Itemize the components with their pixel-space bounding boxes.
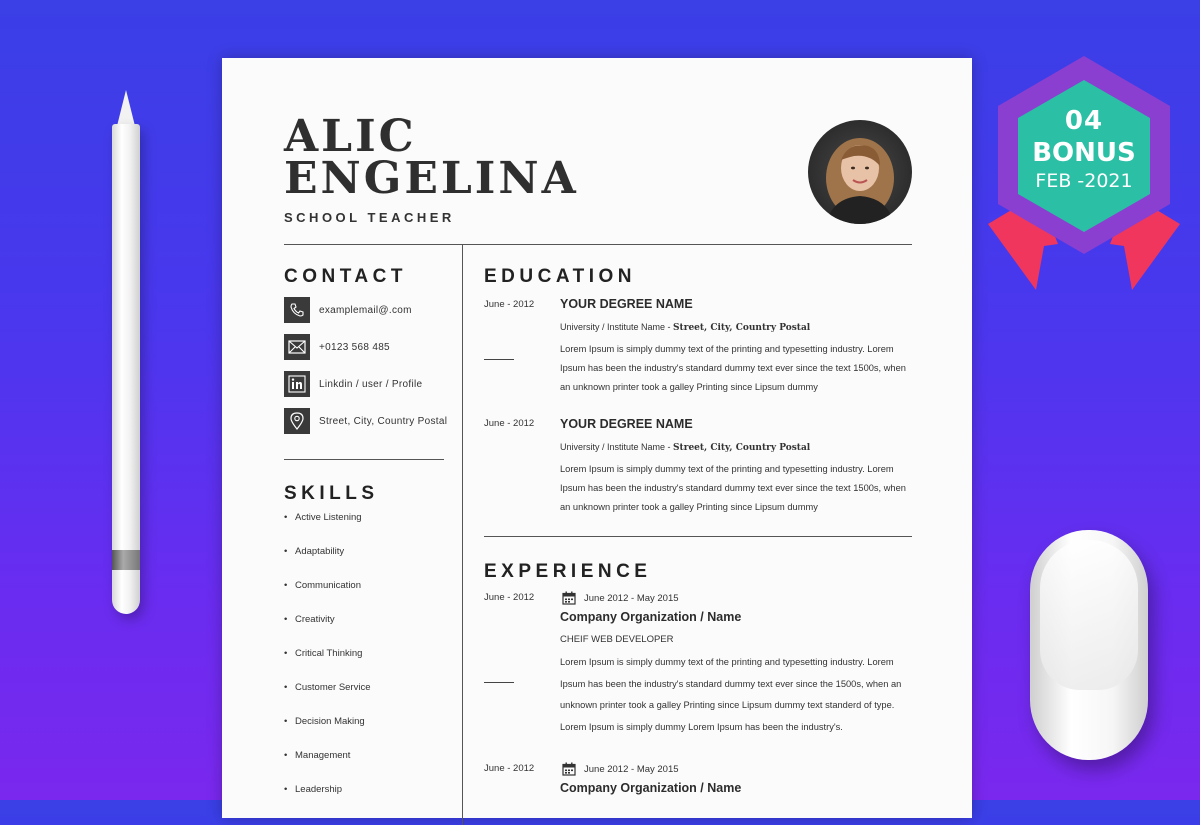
last-name: ENGELINA <box>284 153 579 204</box>
experience-period: June 2012 - May 2015 <box>562 591 679 605</box>
skill-item: • Adaptability <box>284 546 345 557</box>
experience-heading: EXPERIENCE <box>484 561 652 582</box>
job-title: SCHOOL TEACHER <box>284 210 455 225</box>
pencil-body <box>112 124 140 614</box>
phone-icon <box>284 297 310 323</box>
contact-divider <box>284 459 444 460</box>
company-name: Company Organization / Name <box>560 610 742 624</box>
education-divider <box>484 536 912 537</box>
resume-name <box>284 111 579 204</box>
experience-period: June 2012 - May 2015 <box>562 762 679 776</box>
calendar-icon <box>562 762 576 776</box>
resume-page <box>222 58 972 818</box>
skill-item: • Critical Thinking <box>284 648 363 659</box>
date-dash <box>484 359 514 360</box>
badge-number: 04 <box>1064 106 1104 136</box>
skill-item: • Active Listening <box>284 512 362 523</box>
degree-name: YOUR DEGREE NAME <box>560 297 693 311</box>
skill-item: • Decision Making <box>284 716 365 727</box>
date-dash <box>484 682 514 683</box>
skill-item: • Communication <box>284 580 361 591</box>
skill-item: • Leadership <box>284 784 343 795</box>
computer-mouse <box>1030 530 1148 760</box>
experience-description: Lorem Ipsum is simply dummy text of the printing and typesetting industry. Lorem Ipsum has been the industry's standard dummy text ever since the 1500s, when an unknown printer took a galley Printing since Lipsum dummy text standerd of type. Lorem Ipsum is simply dummy Lorem Ipsum has been the industry's. <box>560 657 902 732</box>
education-heading: EDUCATION <box>484 266 637 287</box>
badge-date: FEB -2021 <box>1035 170 1133 192</box>
education-date: June - 2012 <box>484 418 535 429</box>
mouse-gloss <box>1040 540 1138 690</box>
first-name: ALIC <box>284 111 417 162</box>
header-divider <box>284 244 912 245</box>
contact-item-address <box>284 408 447 434</box>
calendar-icon <box>562 591 576 605</box>
education-date: June - 2012 <box>484 299 535 310</box>
contact-text: examplemail@.com <box>319 304 412 316</box>
contact-item-phone <box>284 334 390 360</box>
education-description: Lorem Ipsum is simply dummy text of the printing and typesetting industry. Lorem Ipsum has been the industry's standard dummy text ever since the text 1500s, when an unknown printer took a galley Printing since Lipsum dummy <box>560 344 906 392</box>
education-description: Lorem Ipsum is simply dummy text of the printing and typesetting industry. Lorem Ipsum has been the industry's standard dummy text ever since the text 1500s, when an unknown printer took a galley Printing since Lipsum dummy <box>560 464 906 512</box>
skill-item: • Customer Service <box>284 682 371 693</box>
skill-item: • Creativity <box>284 614 335 625</box>
badge-label: BONUS <box>1032 138 1136 168</box>
contact-text: Linkdin / user / Profile <box>319 378 423 390</box>
column-divider <box>462 245 463 825</box>
contact-item-linkedin <box>284 371 422 397</box>
contact-text: Street, City, Country Postal <box>319 415 448 427</box>
pencil-band <box>112 550 140 570</box>
job-role: CHEIF WEB DEVELOPER <box>560 634 674 645</box>
pencil-tip <box>117 90 135 126</box>
contact-text: +0123 568 485 <box>319 341 390 353</box>
profile-photo <box>808 120 912 224</box>
bonus-badge <box>986 54 1182 294</box>
institute-line: University / Institute Name - Street, City, Country Postal <box>560 322 811 333</box>
stylus-pencil <box>111 90 141 618</box>
contact-item-email <box>284 297 412 323</box>
skills-heading: SKILLS <box>284 483 379 504</box>
institute-line: University / Institute Name - Street, City, Country Postal <box>560 442 811 453</box>
portrait-illustration <box>808 120 912 224</box>
contact-heading: CONTACT <box>284 266 407 287</box>
experience-date: June - 2012 <box>484 592 535 603</box>
location-pin-icon <box>284 408 310 434</box>
company-name: Company Organization / Name <box>560 781 742 795</box>
experience-date: June - 2012 <box>484 763 535 774</box>
degree-name: YOUR DEGREE NAME <box>560 417 693 431</box>
skill-item: • Management <box>284 750 351 761</box>
linkedin-icon <box>284 371 310 397</box>
mail-icon <box>284 334 310 360</box>
